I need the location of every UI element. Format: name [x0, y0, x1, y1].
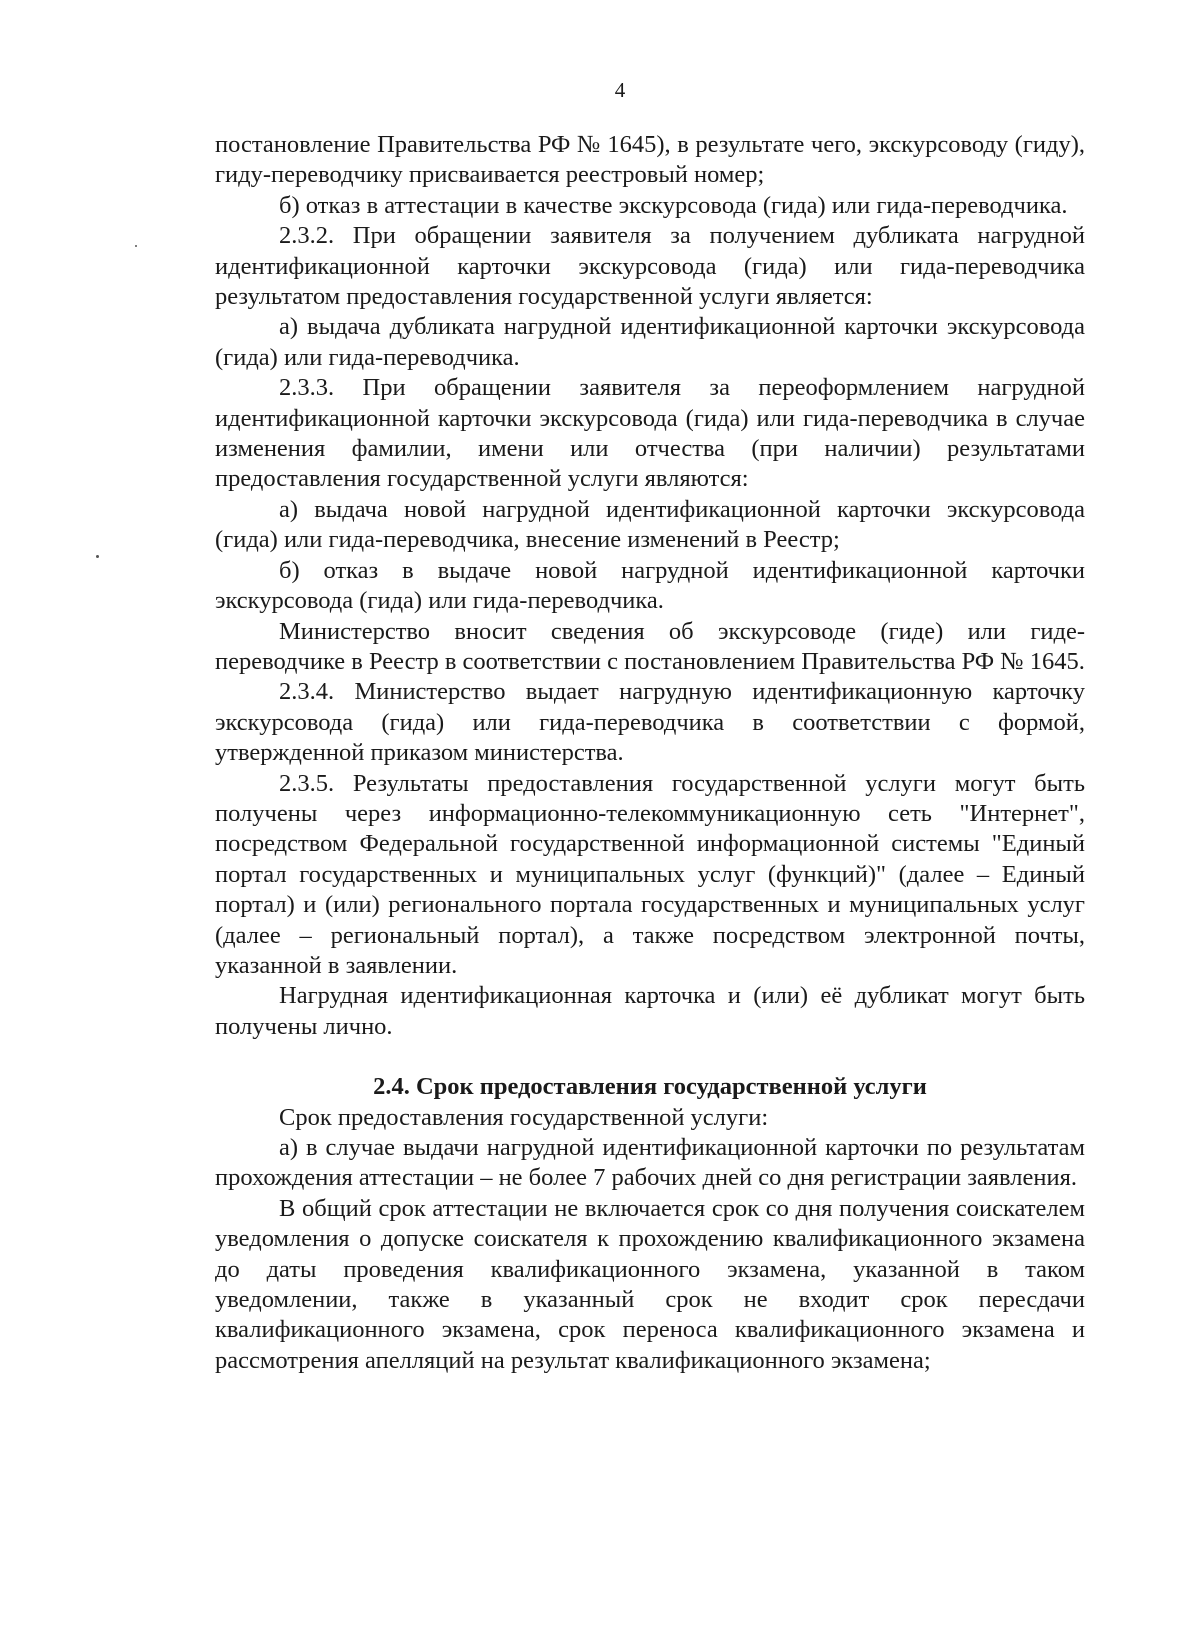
- paragraph: 2.3.3. При обращении заявителя за переоформлением нагрудной идентификационной карточки экскурсовода (гида) или гида-переводчика в случае изменения фамилии, имени или отчества (при наличии) результатами предоставления государственной услуги являются:: [215, 374, 1085, 493]
- document-body: [215, 130, 1085, 1376]
- paragraph: б) отказ в аттестации в качестве экскурсовода (гида) или гида-переводчика.: [279, 191, 1068, 219]
- paragraph: 2.3.5. Результаты предоставления государственной услуги могут быть получены через информационно-телекоммуникационную сеть "Интернет", посредством Федеральной государственной информационной системы "Единый портал государственных и муниципальных услуг (функций)" (далее – Единый портал) и (или) регионального портала государственных и муниципальных услуг (далее – региональный портал), а также посредством электронной почты, указанной в заявлении.: [215, 769, 1085, 979]
- paragraph: а) выдача новой нагрудной идентификационной карточки экскурсовода (гида) или гида-переводчика, внесение изменений в Реестр;: [215, 495, 1085, 554]
- paragraph: а) в случае выдачи нагрудной идентификационной карточки по результатам прохождения аттестации – не более 7 рабочих дней со дня регистрации заявления.: [215, 1134, 1085, 1192]
- paragraph: постановление Правительства РФ № 1645), в результате чего, экскурсоводу (гиду), гиду-переводчику присваивается реестровый номер;: [215, 131, 1085, 189]
- paragraph: Министерство вносит сведения об экскурсоводе (гиде) или гиде-переводчике в Реестр в соответствии с постановлением Правительства РФ № 1645.: [215, 617, 1085, 675]
- paragraph: 2.3.2. При обращении заявителя за получением дубликата нагрудной идентификационной карточки экскурсовода (гида) или гида-переводчика результатом предоставления государственной услуги является:: [215, 222, 1085, 311]
- paragraph: Срок предоставления государственной услуги:: [279, 1103, 769, 1131]
- paragraph: а) выдача дубликата нагрудной идентификационной карточки экскурсовода (гида) или гида-переводчика.: [215, 313, 1085, 371]
- scan-speck: [96, 555, 99, 558]
- section-heading: 2.4. Срок предоставления государственной услуги: [373, 1073, 927, 1101]
- paragraph: б) отказ в выдаче новой нагрудной идентификационной карточки экскурсовода (гида) или гида-переводчика.: [215, 556, 1085, 615]
- paragraph: В общий срок аттестации не включается срок со дня получения соискателем уведомления о допуске соискателя к прохождению квалификационного экзамена до даты проведения квалификационного экзамена, указанной в таком уведомлении, также в указанный срок не входит срок пересдачи квалификационного экзамена, срок переноса квалификационного экзамена и рассмотрения апелляций на результат квалификационного экзамена;: [215, 1194, 1085, 1374]
- scan-speck: [135, 245, 137, 247]
- paragraph: 2.3.4. Министерство выдает нагрудную идентификационную карточку экскурсовода (гида) или гида-переводчика в соответствии с формой, утвержденной приказом министерства.: [215, 678, 1085, 767]
- page-number: 4: [614, 78, 626, 102]
- paragraph: Нагрудная идентификационная карточка и (или) её дубликат могут быть получены лично.: [215, 982, 1085, 1040]
